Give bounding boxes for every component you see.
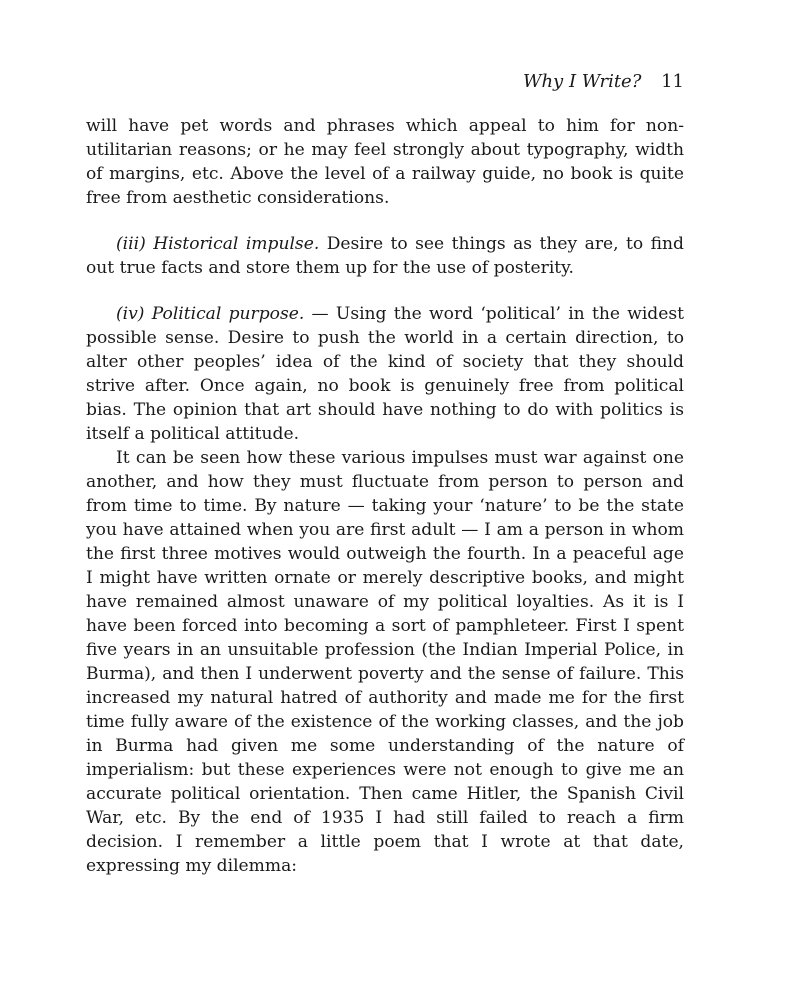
running-head bbox=[86, 68, 684, 96]
paragraph-text: — Using the word ‘political’ in the widest possible sense. Desire to push the world in a certain direction, to alter other peoples’ idea of the kind of society that they should strive after. Once again, no book is genuinely free from political bias. The opinion that art should have nothing to do with politics is itself a political attitude. bbox=[86, 304, 685, 444]
book-page bbox=[86, 68, 684, 878]
paragraph-text: It can be seen how these various impulses must war against one another, and how they must fluctuate from person to person and from time to time. By nature — taking your ‘nature’ to be the state you have attained when you are first adult — I am a person in whom the first three motives would outweigh the fourth. In a peaceful age I might have written ornate or merely descriptive books, and might have remained almost unaware of my political loyalties. As it is I have been forced into becoming a sort of pamphleteer. First I spent five years in an unsuitable profession (the Indian Imperial Police, in Burma), and then I underwent poverty and the sense of failure. This increased my natural hatred of authority and made me for the first time fully aware of the existence of the working classes, and the job in Burma had given me some understanding of the nature of imperialism: but these experiences were not enough to give me an accurate political orientation. Then came Hitler, the Spanish Civil War, etc. By the end of 1935 I had still failed to reach a firm decision. I remember a little poem that I wrote at that date, expressing my dilemma: bbox=[86, 448, 684, 876]
body-text bbox=[86, 114, 684, 878]
paragraph-historical-impulse bbox=[86, 232, 684, 280]
running-head-title: Why I Write? bbox=[522, 71, 642, 92]
paragraph-continued bbox=[86, 114, 684, 210]
paragraph-political-purpose bbox=[86, 302, 684, 446]
paragraph-impulses-war bbox=[86, 446, 684, 878]
paragraph-label: (iii) Historical impulse. bbox=[116, 234, 320, 254]
page-number: 11 bbox=[661, 71, 684, 92]
paragraph-label: (iv) Political purpose. bbox=[116, 304, 305, 324]
paragraph-text: Desire to see things as they are, to find out true facts and store them up for the use of posterity. bbox=[86, 234, 684, 278]
paragraph-text: will have pet words and phrases which appeal to him for non-utilitarian reasons; or he may feel strongly about typography, width of margins, etc. Above the level of a railway guide, no book is quite free from aesthetic considerations. bbox=[86, 116, 684, 208]
